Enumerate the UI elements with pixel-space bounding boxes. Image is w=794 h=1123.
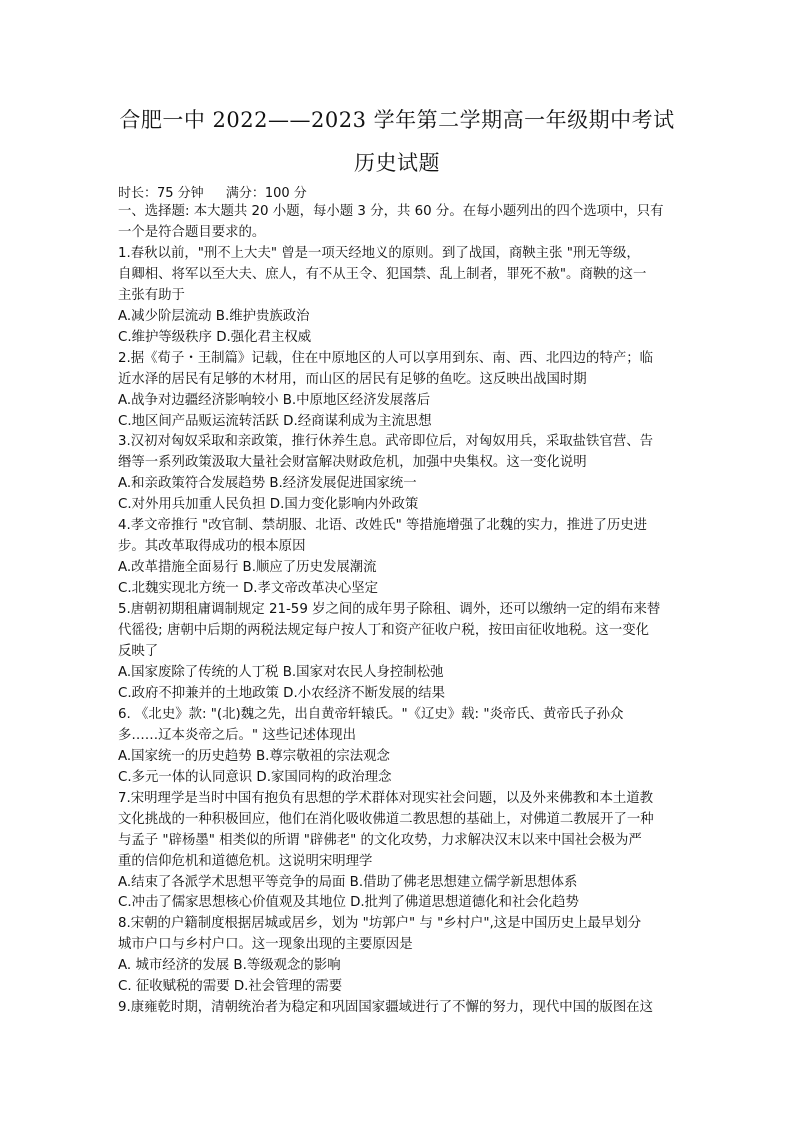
text-line: 代徭役; 唐朝中后期的两税法规定每户按人丁和资产征收户税，按田亩征收地税。这一变化 (118, 623, 649, 639)
text-line: C.多元一体的认同意识 D.家国同构的政治理念 (118, 769, 392, 785)
duration-label: 时长：75 分钟 (118, 186, 204, 201)
text-line: 文化挑战的一种积极回应，他们在消化吸收佛道二教思想的基础上，对佛道二教展开了一种 (118, 811, 654, 827)
text-line: 一个是符合题目要求的。 (118, 224, 266, 240)
text-line: C.维护等级秩序 D.强化君主权威 (118, 329, 312, 345)
text-line: C.政府不抑兼并的土地政策 D.小农经济不断发展的结果 (118, 685, 446, 701)
text-line: 反映了 (118, 644, 159, 660)
text-line: C. 征收赋税的需要 D.社会管理的需要 (118, 979, 343, 995)
text-line: A.战争对边疆经济影响较小 B.中原地区经济发展落后 (118, 392, 431, 408)
text-line: A.改革措施全面易行 B.顺应了历史发展潮流 (118, 560, 377, 576)
text-line: 步。其改革取得成功的根本原因 (118, 539, 306, 555)
text-line: C.地区间产品贩运流转活跃 D.经商谋利成为主流思想 (118, 413, 432, 429)
text-line: 城市户口与乡村户口。这一现象出现的主要原因是 (118, 937, 413, 953)
text-line: 2.据《荀子・王制篇》记载，住在中原地区的人可以享用到东、南、西、北四边的特产；临 (118, 350, 654, 366)
text-line: A. 城市经济的发展 B.等级观念的影响 (118, 958, 341, 974)
exam-meta (118, 182, 325, 201)
text-line: 近水泽的居民有足够的木材用，而山区的居民有足够的鱼吃。这反映出战国时期 (118, 371, 587, 387)
text-line: 一、选择题: 本大题共 20 小题，每小题 3 分，共 60 分。在每小题列出的四个选项中，只有 (118, 204, 664, 219)
text-line: A.国家统一的历史趋势 B.尊宗敬祖的宗法观念 (118, 748, 390, 764)
text-line: 主张有助于 (118, 287, 185, 303)
text-line: 8.宋朝的户籍制度根据居城或居乡，划为 "坊郭户" 与 "乡村户",这是中国历史上最早划分 (118, 916, 642, 932)
score-label: 满分：100 分 (225, 186, 307, 201)
text-line: C.冲击了儒家思想核心价值观及其地位 D.批判了佛道思想道德化和社会化趋势 (118, 895, 579, 911)
text-line: 4.孝文帝推行 "改官制、禁胡服、北语、改姓氏" 等措施增强了北魏的实力，推进了历史进 (118, 518, 648, 534)
text-line: A.结束了各派学术思想平等竞争的局面 B.借助了佛老思想建立儒学新思想体系 (118, 874, 578, 890)
text-line: A.和亲政策符合发展趋势 B.经济发展促进国家统一 (118, 476, 417, 492)
text-line: 缗等一系列政策汲取大量社会财富解决财政危机，加强中央集权。这一变化说明 (118, 455, 587, 471)
text-line: 6. 《北史》款: "(北)魏之先，出自黄帝轩辕氏。"《辽史》载: "炎帝氏、黄帝氏子孙众 (118, 706, 624, 722)
text-line: C.对外用兵加重人民负担 D.国力变化影响内外政策 (118, 497, 419, 513)
text-line: 3.汉初对匈奴采取和亲政策，推行休养生息。武帝即位后，对匈奴用兵，采取盐铁官营、告 (118, 434, 654, 450)
text-line: 多……辽本炎帝之后。" 这些记述体现出 (118, 727, 357, 743)
text-line: C.北魏实现北方统一 D.孝文帝改革决心坚定 (118, 581, 379, 597)
text-line: A.国家废除了传统的人丁税 B.国家对农民人身控制松弛 (118, 664, 444, 680)
text-line: 7.宋明理学是当时中国有抱负有思想的学术群体对现实社会问题，以及外来佛教和本土道教 (118, 790, 654, 806)
exam-title: 合肥一中 2022——2023 学年第二学期高一年级期中考试 (119, 108, 675, 132)
question-body (118, 202, 678, 1019)
text-line: 1.春秋以前，"刑不上大夫" 曾是一项天经地义的原则。到了战国，商鞅主张 "刑无等级， (118, 245, 640, 261)
text-line: 9.康雍乾时期，清朝统治者为稳定和巩固国家疆域进行了不懈的努力，现代中国的版图在这 (118, 1000, 654, 1016)
exam-subtitle: 历史试题 (354, 151, 440, 175)
text-line: 与孟子 "辟杨墨" 相类似的所谓 "辟佛老" 的文化攻势，力求解决汉末以来中国社会极为严 (118, 832, 642, 848)
text-line: 5.唐朝初期租庸调制规定 21-59 岁之间的成年男子除租、调外，还可以缴纳一定的绢布来替 (118, 602, 661, 618)
text-line: 自卿相、将军以至大夫、庶人，有不从王令、犯国禁、乱上制者，罪死不赦"。商鞅的这一 (118, 266, 647, 282)
text-line: A.减少阶层流动 B.维护贵族政治 (118, 308, 310, 324)
text-line: 重的信仰危机和道德危机。这说明宋明理学 (118, 853, 373, 869)
